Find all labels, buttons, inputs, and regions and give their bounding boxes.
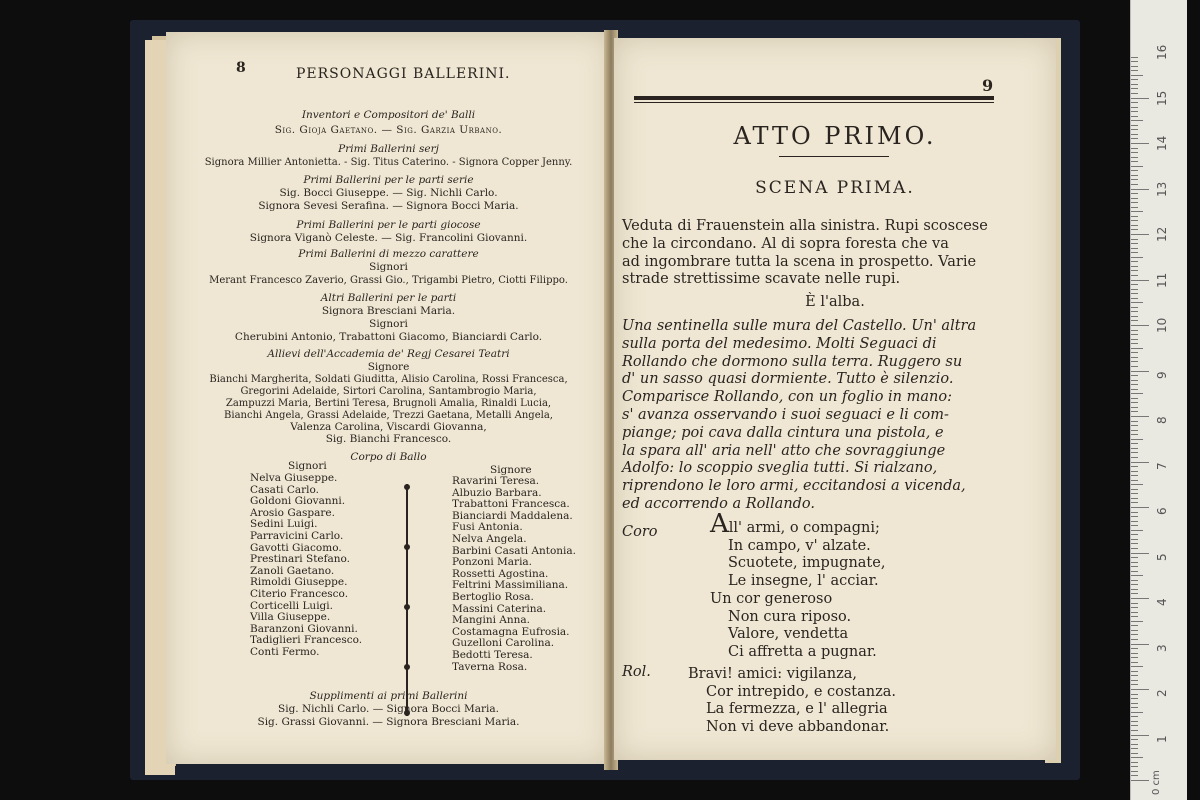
coro-verses <box>710 509 886 662</box>
section-line: Cherubini Antonio, Trabattoni Giacomo, Bianciardi Carlo. <box>234 331 543 343</box>
ruler-tick <box>1131 498 1138 499</box>
coro-line <box>710 555 885 573</box>
ruler-tick <box>1131 348 1143 349</box>
ruler-number: 8 <box>1155 416 1169 424</box>
ruler-tick <box>1131 116 1138 117</box>
section-heading: Inventori e Compositori de' Balli <box>301 109 476 121</box>
ruler-tick <box>1131 343 1138 344</box>
corpo-heading: Corpo di Ballo <box>350 451 427 463</box>
ruler-tick <box>1131 261 1138 262</box>
section-heading: Primi Ballerini di mezzo carattere <box>298 248 479 260</box>
ruler-tick <box>1131 694 1138 695</box>
signori-label: Signori <box>288 460 327 472</box>
ruler-tick <box>1131 361 1138 362</box>
ruler-tick <box>1131 179 1138 180</box>
left-page-header: PERSONAGGI BALLERINI. <box>296 66 511 82</box>
signori-name: Parravicini Carlo. <box>250 529 344 542</box>
ruler-tick <box>1131 239 1138 240</box>
coro-line-text: Valore, vendetta <box>728 626 849 643</box>
section-heading: Allievi dell'Accademia de' Regj Cesarei Teatri <box>267 348 510 360</box>
section-line: Signora Millier Antonietta. - Sig. Titus Caterino. - Signora Copper Jenny. <box>204 157 573 168</box>
signori-name: Sedini Luigi. <box>250 518 318 531</box>
ruler-tick <box>1131 766 1138 767</box>
ruler-tick <box>1131 98 1149 99</box>
section-line: Bianchi Angela, Grassi Adelaide, Trezzi Gaetana, Metalli Angela, <box>224 410 553 421</box>
direction-line: sulla porta del medesimo. Molti Seguaci di <box>622 335 937 352</box>
ruler-tick <box>1131 703 1138 704</box>
ruler-tick <box>1131 471 1138 472</box>
ruler-tick <box>1131 484 1143 485</box>
ruler-tick <box>1131 489 1138 490</box>
ruler-tick <box>1131 184 1138 185</box>
ruler-number: 11 <box>1155 272 1169 288</box>
ruler-tick <box>1131 553 1149 554</box>
ruler-tick <box>1131 79 1138 80</box>
ruler-number: 15 <box>1155 90 1169 106</box>
ruler-tick <box>1131 539 1138 540</box>
scene-title: SCENA PRIMA. <box>755 178 915 198</box>
ruler-tick <box>1131 762 1138 763</box>
coro-line <box>710 573 885 591</box>
ruler-tick <box>1131 134 1138 135</box>
ruler-tick <box>1131 225 1138 226</box>
ruler-number: 13 <box>1155 181 1169 197</box>
ruler-tick <box>1131 425 1138 426</box>
ruler-tick <box>1131 657 1138 658</box>
ruler-tick <box>1131 725 1138 726</box>
ruler-tick <box>1131 111 1138 112</box>
coro-line <box>710 609 885 627</box>
ruler-tick <box>1131 143 1149 144</box>
ruler-tick <box>1131 129 1138 130</box>
ruler-tick <box>1131 161 1138 162</box>
signore-name: Bedotti Teresa. <box>452 648 533 661</box>
signori-name: Citerio Francesco. <box>250 587 349 600</box>
ruler-number: 2 <box>1155 689 1169 697</box>
supplementi-heading: Supplimenti ai primi Ballerini <box>309 690 468 702</box>
ruler-tick <box>1131 416 1149 417</box>
ruler-tick <box>1131 229 1138 230</box>
section-line: Sig. Bianchi Francesco. <box>325 433 452 445</box>
ruler-tick <box>1131 166 1143 167</box>
section-line: Sig. Gioja Gaetano. — Sig. Garzia Urbano. <box>274 124 503 136</box>
signore-name: Ponzoni Maria. <box>452 556 533 569</box>
ruler-tick <box>1131 298 1138 299</box>
ruler-tick <box>1131 744 1138 745</box>
ruler-tick <box>1131 566 1138 567</box>
signore-name: Nelva Angela. <box>452 532 527 545</box>
ruler-tick <box>1131 402 1138 403</box>
rol-verses <box>688 666 896 737</box>
ruler-tick <box>1131 571 1138 572</box>
ruler-tick <box>1131 466 1138 467</box>
signore-name: Taverna Rosa. <box>452 660 528 673</box>
signore-name: Mangini Anna. <box>452 614 531 627</box>
ruler-number: 3 <box>1155 643 1169 652</box>
ruler-tick <box>1131 502 1138 503</box>
ruler-tick <box>1131 462 1149 463</box>
ruler-tick <box>1131 220 1138 221</box>
ruler-tick <box>1131 543 1138 544</box>
header-rule-thin <box>634 102 994 103</box>
signore-name: Feltrini Massimiliana. <box>452 579 569 592</box>
ruler-tick <box>1131 198 1138 199</box>
coro-line <box>710 591 885 609</box>
ruler-number: 4 <box>1155 598 1169 606</box>
ruler-tick <box>1131 120 1143 121</box>
section-heading: Altri Ballerini per le parti <box>320 292 457 304</box>
coro-line-text: Le insegne, l' acciar. <box>728 573 879 590</box>
ruler-tick <box>1131 684 1138 685</box>
signori-name: Arosio Gaspare. <box>250 506 335 519</box>
ruler-tick <box>1131 480 1138 481</box>
ruler-tick <box>1131 125 1138 126</box>
ruler-tick <box>1131 84 1138 85</box>
section-line: Signore <box>367 361 410 373</box>
ruler-tick <box>1131 202 1138 203</box>
coro-line <box>710 644 885 662</box>
ruler-tick <box>1131 216 1138 217</box>
section-heading: Primi Ballerini per le parti serie <box>303 174 474 186</box>
signori-name: Corticelli Luigi. <box>250 599 333 612</box>
section-heading: Primi Ballerini serj <box>338 143 439 155</box>
section-heading: Primi Ballerini per le parti giocose <box>296 219 481 231</box>
ruler-number: 9 <box>1155 370 1169 379</box>
ruler-tick <box>1131 452 1138 453</box>
left-page <box>166 32 611 764</box>
ruler-tick <box>1131 270 1138 271</box>
direction-line: Una sentinella sulle mura del Castello. Un' altra <box>622 318 977 334</box>
ruler-tick <box>1131 475 1138 476</box>
ruler-tick <box>1131 675 1138 676</box>
ruler-number: 5 <box>1155 552 1169 561</box>
ruler-tick <box>1131 248 1138 249</box>
section-line: Signora Sevesi Serafina. — Signora Bocci Maria. <box>258 200 519 212</box>
ruler-tick <box>1131 671 1138 672</box>
ruler-tick <box>1131 330 1138 331</box>
measuring-ruler <box>1130 0 1187 800</box>
ruler-tick <box>1131 580 1138 581</box>
ruler-number: 10 <box>1155 317 1169 333</box>
ruler-tick <box>1131 275 1138 276</box>
section-line: Signora Bresciani Maria. <box>321 305 456 317</box>
section-line: Zampuzzi Maria, Bertini Teresa, Brugnoli Amalia, Rinaldi Lucia, <box>225 398 552 409</box>
direction-line: d' un sasso quasi dormiente. Tutto è silenzio. <box>622 371 954 388</box>
ruler-tick <box>1131 88 1138 89</box>
ruler-tick <box>1131 512 1138 513</box>
ruler-tick <box>1131 307 1138 308</box>
ruler-tick <box>1131 548 1138 549</box>
ruler-tick <box>1131 653 1138 654</box>
ruler-tick <box>1131 712 1143 713</box>
signori-name: Gavotti Giacomo. <box>250 541 342 554</box>
signore-name: Costamagna Eufrosia. <box>452 625 570 638</box>
speaker-coro: Coro <box>622 524 658 540</box>
coro-line-text: Un cor generoso <box>710 590 833 607</box>
ruler-tick <box>1131 170 1138 171</box>
act-rule <box>779 156 889 157</box>
coro-line <box>710 626 885 644</box>
ruler-tick <box>1131 662 1138 663</box>
ruler-tick <box>1131 735 1149 736</box>
signori-name: Nelva Giuseppe. <box>250 472 338 484</box>
rol-line: Cor intrepido, e costanza. <box>706 683 897 700</box>
coro-line-text: ll' armi, o compagni; <box>728 520 880 536</box>
ruler-tick <box>1131 352 1138 353</box>
signore-name: Bertoglio Rosa. <box>452 590 534 603</box>
signore-name: Bianciardi Maddalena. <box>452 509 573 522</box>
coro-line <box>710 538 885 556</box>
ruler-tick <box>1131 634 1138 635</box>
setting-line: strade strettissime scavate nelle rupi. <box>622 271 901 288</box>
ruler-tick <box>1131 443 1138 444</box>
ruler-tick <box>1131 439 1143 440</box>
ruler-tick <box>1131 575 1143 576</box>
drop-cap: A <box>710 509 729 539</box>
ruler-tick <box>1131 525 1138 526</box>
supplementi-line: Sig. Grassi Giovanni. — Signora Bresciani Maria. <box>257 716 520 728</box>
direction-line: Comparisce Rollando, con un foglio in mano: <box>622 389 952 406</box>
signori-name: Tadiglieri Francesco. <box>250 634 363 647</box>
signori-name: Goldoni Giovanni. <box>250 495 346 508</box>
coro-line-text: Ci affretta a pugnar. <box>728 643 877 660</box>
ruler-tick <box>1131 771 1138 772</box>
ruler-tick <box>1131 666 1143 667</box>
left-page-number: 8 <box>236 60 246 76</box>
ruler-number: 1 <box>1155 734 1169 743</box>
ruler-tick <box>1131 266 1138 267</box>
header-rule <box>634 96 994 100</box>
speaker-rol: Rol. <box>622 664 651 680</box>
ruler-tick <box>1131 698 1138 699</box>
ruler-tick <box>1131 507 1149 508</box>
ruler-number: 16 <box>1155 44 1169 60</box>
direction-line: Adolfo: lo scoppio sveglia tutti. Si rialzano, <box>622 460 938 477</box>
ruler-tick <box>1131 716 1138 717</box>
ruler-tick <box>1131 252 1138 253</box>
signore-name: Trabattoni Francesca. <box>452 498 570 511</box>
setting-line: Veduta di Frauenstein alla sinistra. Rupi scoscese <box>622 218 988 234</box>
signori-name: Zanoli Gaetano. <box>250 564 335 577</box>
ruler-tick <box>1131 612 1138 613</box>
ruler-tick <box>1131 66 1138 67</box>
ruler-tick <box>1131 257 1143 258</box>
ruler-tick <box>1131 293 1138 294</box>
coro-line <box>710 509 885 539</box>
direction-line: s' avanza osservando i suoi seguaci e li com- <box>622 406 949 423</box>
ruler-tick <box>1131 157 1138 158</box>
ruler-tick <box>1131 689 1149 690</box>
signori-name: Prestinari Stefano. <box>250 553 351 566</box>
ruler-tick <box>1131 302 1143 303</box>
ruler-tick <box>1131 75 1143 76</box>
ruler-tick <box>1131 639 1138 640</box>
ruler-tick <box>1131 398 1138 399</box>
signore-name: Barbini Casati Antonia. <box>452 544 576 557</box>
signore-label: Signore <box>490 464 532 476</box>
signori-name: Villa Giuseppe. <box>250 611 331 624</box>
ruler-tick <box>1131 557 1138 558</box>
ruler-tick <box>1131 607 1138 608</box>
signore-name: Massini Caterina. <box>452 602 547 615</box>
ruler-tick <box>1131 316 1138 317</box>
signore-name: Guzelloni Carolina. <box>452 637 555 650</box>
time-line: È l'alba. <box>805 294 865 310</box>
signore-name: Fusi Antonia. <box>452 521 523 534</box>
coro-line-text: Scuotete, impugnate, <box>728 555 886 572</box>
section-line: Bianchi Margherita, Soldati Giuditta, Alisio Carolina, Rossi Francesca, <box>209 374 568 385</box>
ruler-tick <box>1131 320 1138 321</box>
section-line: Signora Viganò Celeste. — Sig. Francolini Giovanni. <box>249 232 528 244</box>
setting-line: che la circondano. Al di sopra foresta che va <box>622 235 949 252</box>
ruler-tick <box>1131 380 1138 381</box>
ruler-tick <box>1131 680 1138 681</box>
ruler-tick <box>1131 357 1138 358</box>
ruler-tick <box>1131 421 1138 422</box>
ruler-tick <box>1131 234 1149 235</box>
ruler-tick <box>1131 407 1138 408</box>
column-divider <box>406 484 408 716</box>
signori-name: Baranzoni Giovanni. <box>250 622 358 635</box>
ruler-tick <box>1131 530 1143 531</box>
ruler-tick <box>1131 516 1138 517</box>
direction-line: ed accorrendo a Rollando. <box>622 495 816 512</box>
ruler-tick <box>1131 311 1138 312</box>
section-line: Gregorini Adelaide, Sirtori Carolina, Santambrogio Maria, <box>240 386 537 397</box>
section-line: Merant Francesco Zaverio, Grassi Gio., Trigambi Pietro, Ciotti Filippo. <box>209 275 568 286</box>
ruler-tick <box>1131 366 1138 367</box>
rol-line: Bravi! amici: vigilanza, <box>688 666 858 682</box>
ruler-number: 12 <box>1155 226 1169 242</box>
ruler-tick <box>1131 625 1138 626</box>
ruler-tick <box>1131 107 1138 108</box>
coro-line-text: In campo, v' alzate. <box>728 537 871 554</box>
ruler-tick <box>1131 384 1138 385</box>
direction-line: riprendono le loro armi, eccitandosi a vicenda, <box>622 478 966 495</box>
ruler-tick <box>1131 775 1138 776</box>
section-line: Signori <box>369 318 408 330</box>
ruler-tick <box>1131 621 1143 622</box>
ruler-unit: 0 cm <box>1151 770 1162 795</box>
ruler-tick <box>1131 584 1138 585</box>
ruler-tick <box>1131 393 1143 394</box>
rol-line: Non vi deve abbandonar. <box>706 719 890 736</box>
ruler-number: 14 <box>1155 135 1169 151</box>
ruler-tick <box>1131 207 1138 208</box>
ruler-tick <box>1131 152 1138 153</box>
act-title: ATTO PRIMO. <box>733 122 937 150</box>
section-line: Valenza Carolina, Viscardi Giovanna, <box>290 421 487 433</box>
ruler-tick <box>1131 61 1138 62</box>
signori-name: Conti Fermo. <box>250 645 320 658</box>
ruler-tick <box>1131 721 1138 722</box>
ruler-tick <box>1131 57 1138 58</box>
ruler-tick <box>1131 289 1138 290</box>
ruler-tick <box>1131 648 1138 649</box>
ruler-tick <box>1131 334 1138 335</box>
ruler-tick <box>1131 189 1149 190</box>
direction-line: la spara all' aria nell' atto che sovraggiunge <box>622 442 946 459</box>
ruler-tick <box>1131 93 1138 94</box>
ruler-tick <box>1131 780 1149 781</box>
ruler-tick <box>1131 589 1138 590</box>
right-page <box>614 38 1056 760</box>
supplementi-line: Sig. Nichli Carlo. — Signora Bocci Maria. <box>278 703 499 715</box>
signori-name: Rimoldi Giuseppe. <box>250 576 348 589</box>
ruler-tick <box>1131 753 1138 754</box>
ruler-tick <box>1131 70 1138 71</box>
ruler-tick <box>1131 598 1149 599</box>
ruler-tick <box>1131 603 1138 604</box>
ruler-tick <box>1131 284 1138 285</box>
ruler-tick <box>1131 630 1138 631</box>
ruler-tick <box>1131 521 1138 522</box>
ruler-tick <box>1131 534 1138 535</box>
ruler-tick <box>1131 389 1138 390</box>
ruler-number: 7 <box>1155 461 1169 470</box>
direction-line: piange; poi cava dalla cintura una pistola, e <box>622 424 944 441</box>
ruler-number: 6 <box>1155 507 1169 515</box>
ruler-tick <box>1131 211 1143 212</box>
ruler-tick <box>1131 102 1138 103</box>
ruler-tick <box>1131 325 1149 326</box>
ruler-tick <box>1131 493 1138 494</box>
ruler-tick <box>1131 243 1138 244</box>
setting-line: ad ingombrare tutta la scena in prospetto. Varie <box>622 253 977 270</box>
ruler-tick <box>1131 175 1138 176</box>
ruler-tick <box>1131 593 1138 594</box>
section-line: Sig. Bocci Giuseppe. — Sig. Nichli Carlo. <box>279 187 498 199</box>
ruler-tick <box>1131 616 1138 617</box>
direction-line: Rollando che dormono sulla terra. Ruggero su <box>622 353 963 370</box>
ruler-tick <box>1131 375 1138 376</box>
signori-list <box>250 473 362 659</box>
ruler-tick <box>1131 562 1138 563</box>
signori-name: Casati Carlo. <box>250 483 320 496</box>
ruler-tick <box>1131 434 1138 435</box>
ruler-tick <box>1131 280 1149 281</box>
signore-list <box>452 476 576 673</box>
ruler-tick <box>1131 148 1138 149</box>
ruler-tick <box>1131 457 1138 458</box>
section-line: Signori <box>369 261 408 273</box>
signore-name: Albuzio Barbara. <box>452 486 542 499</box>
ruler-tick <box>1131 448 1138 449</box>
ruler-tick <box>1131 138 1138 139</box>
ruler-tick <box>1131 193 1138 194</box>
ruler-tick <box>1131 707 1138 708</box>
stage-direction <box>622 318 1014 514</box>
coro-line-text: Non cura riposo. <box>728 608 852 625</box>
ruler-tick <box>1131 757 1143 758</box>
ruler-tick <box>1131 371 1149 372</box>
setting-paragraph <box>622 218 1014 289</box>
ruler-tick <box>1131 644 1149 645</box>
signore-name: Ravarini Teresa. <box>452 475 540 487</box>
ruler-tick <box>1131 748 1138 749</box>
signore-name: Rossetti Agostina. <box>452 567 549 580</box>
right-page-number: 9 <box>982 76 994 95</box>
ruler-tick <box>1131 739 1138 740</box>
ruler-tick <box>1131 411 1138 412</box>
ruler-tick <box>1131 430 1138 431</box>
ruler-tick <box>1131 730 1138 731</box>
ruler-tick <box>1131 339 1138 340</box>
rol-line: La fermezza, e l' allegria <box>706 701 888 718</box>
